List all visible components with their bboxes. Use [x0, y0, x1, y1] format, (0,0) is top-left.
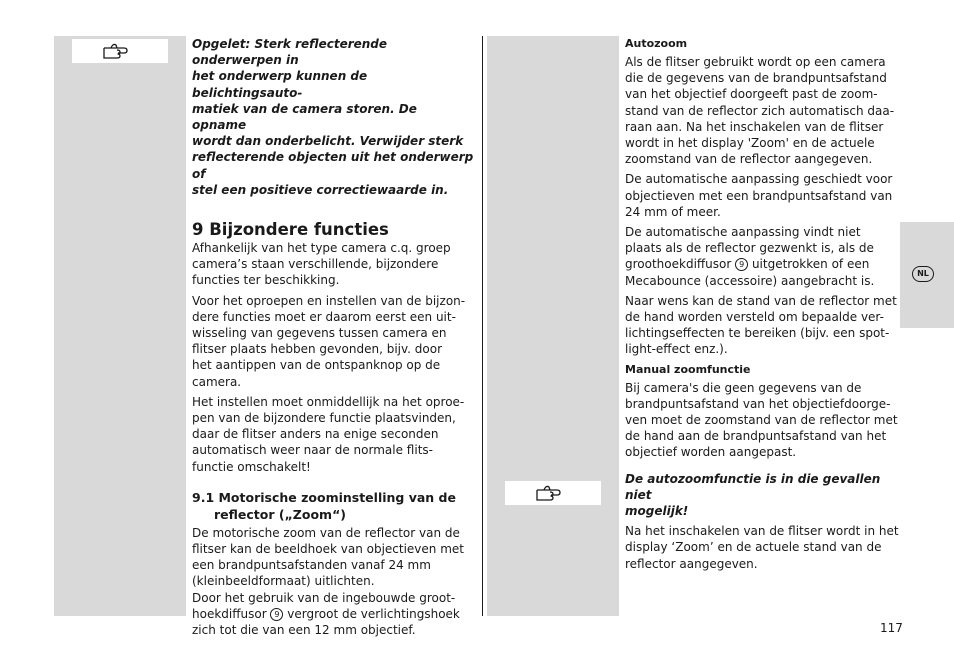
- section-heading: 9 Bijzondere functies: [192, 220, 389, 240]
- language-badge: NL: [912, 266, 934, 282]
- pointing-hand-icon: [101, 41, 139, 61]
- part-number-badge: 9: [735, 258, 748, 271]
- right-note-sidebar: [487, 36, 619, 616]
- paragraph: De motorische zoom van de reflector van de flitser kan de beeldhoek van objectieven met een brandpuntsafstanden vanaf 24 mm (kleinbeeldformaat) uitlichten.: [192, 525, 464, 589]
- subheading-autozoom: Autozoom: [625, 37, 688, 50]
- warning-text: De autozoomfunctie is in die gevallen niet mogelijk!: [625, 471, 881, 519]
- paragraph: Afhankelijk van het type camera c.q. groep camera’s staan verschillende, bijzondere functies ter beschikking.: [192, 241, 451, 288]
- paragraph: Voor het oproepen en instellen van de bijzon- dere functies moet er daarom eerst een uit- wisseling van gegevens tussen camera en flitser plaats hebben gevonden, bijv. door het aantippen van de ontspanknop op de camera.: [192, 293, 466, 389]
- column-divider: [482, 36, 483, 616]
- paragraph: Na het inschakelen van de flitser wordt in het display ‘Zoom’ en de actuele stand van de reflector aangegeven.: [625, 524, 899, 571]
- part-number-badge: 9: [270, 608, 283, 621]
- subsection-heading: 9.1 Motorische zoominstelling van de reflector („Zoom“): [192, 489, 456, 522]
- paragraph: Het instellen moet onmiddellijk na het oproe- pen van de bijzondere functie plaatsvinden, daar de flitser anders na enige seconden automatisch weer naar de normale flits- functie omschakelt!: [192, 394, 465, 474]
- paragraph: Als de flitser gebruikt wordt op een camera die de gegevens van de brandpuntsafstand van het objectief doorgeeft past de zoom- stand van de reflector zich automatisch daa- raan aan. Na het inschakelen van de flitser wordt in het display 'Zoom' en de actuele zoomstand van de reflector aangegeven.: [625, 55, 895, 167]
- right-column: [625, 36, 901, 576]
- paragraph: Naar wens kan de stand van de reflector met de hand worden versteld om bepaalde ver- lichtingseffecten te bereiken (bijv. een spot- light-effect enz.).: [625, 293, 897, 357]
- paragraph: Bij camera's die geen gegevens van de brandpuntsafstand van het objectiefdoorge- ven moet de zoomstand van de reflector met de hand aan de brandpuntsafstand van het objectief worden aangepast.: [625, 380, 898, 460]
- warning-text: Opgelet: Sterk reflecterende onderwerpen in het onderwerp kunnen de belichtingsauto- matiek van de camera storen. De opname wordt dan onderbelicht. Verwijder sterk reflecterende objecten uit het onderwerp of stel een positieve correctiewaarde in.: [192, 37, 474, 197]
- paragraph: Door het gebruik van de ingebouwde groot- hoekdiffusor 9 vergroot de verlichtingshoek zich tot die van een 12 mm objectief.: [192, 590, 460, 638]
- note-hand-box-right: [505, 481, 601, 505]
- paragraph: De automatische aanpassing vindt niet plaats als de reflector gezwenkt is, als de groothoekdiffusor 9 uitgetrokken of een Mecabounce (accessoire) aangebracht is.: [625, 225, 875, 288]
- left-note-sidebar: [54, 36, 186, 616]
- left-column: [192, 36, 474, 642]
- pointing-hand-icon: [534, 483, 572, 503]
- subheading-manual-zoom: Manual zoomfunctie: [625, 362, 751, 376]
- note-hand-box-left: [72, 39, 168, 63]
- page-number: 117: [880, 621, 903, 635]
- paragraph: De automatische aanpassing geschiedt voor objectieven met een brandpuntsafstand van 24 mm of meer.: [625, 172, 893, 219]
